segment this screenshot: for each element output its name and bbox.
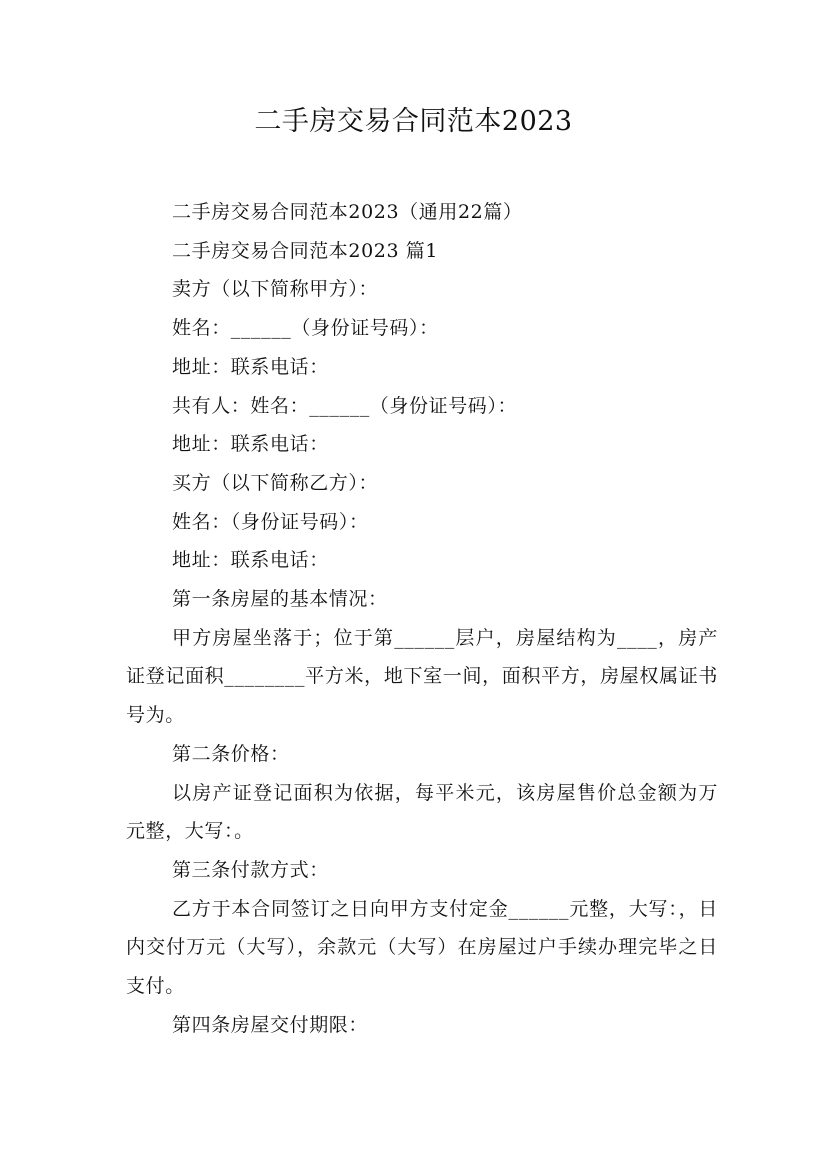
paragraph-seller-name: 姓名：______（身份证号码）：	[172, 317, 439, 340]
paragraph-article-1-heading: 第一条房屋的基本情况：	[172, 588, 388, 611]
paragraph-article-2-heading: 第二条价格：	[172, 742, 290, 765]
paragraph-article-4-heading: 第四条房屋交付期限：	[172, 1013, 369, 1036]
paragraph-buyer-address: 地址：联系电话：	[172, 549, 329, 572]
paragraph-buyer-name: 姓名：（身份证号码）：	[172, 510, 369, 533]
paragraph-seller-label: 卖方（以下简称甲方）：	[172, 278, 379, 301]
paragraph-buyer-label: 买方（以下简称乙方）：	[172, 471, 379, 494]
paragraph-seller-address: 地址：联系电话：	[172, 355, 329, 378]
document-title: 二手房交易合同范本2023	[254, 106, 573, 137]
paragraph-co-owner-address: 地址：联系电话：	[172, 433, 329, 456]
paragraph-contract-1-heading: 二手房交易合同范本2023 篇1	[172, 239, 439, 262]
paragraph-article-3-body: 乙方于本合同签订之日向甲方支付定金______元整，大写：，日内交付万元（大写），余款元（大写）在房屋过户手续办理完毕之日支付。	[126, 897, 718, 998]
paragraph-contract-collection-heading: 二手房交易合同范本2023（通用22篇）	[172, 201, 523, 223]
paragraph-article-1-body: 甲方房屋坐落于；位于第______层户，房屋结构为____，房产证登记面积________平方米，地下室一间，面积平方，房屋权属证书号为。	[126, 626, 718, 727]
paragraph-article-3-heading: 第三条付款方式：	[172, 858, 329, 881]
paragraph-co-owner-name: 共有人：姓名：______（身份证号码）：	[172, 394, 518, 417]
paragraph-article-2-body: 以房产证登记面积为依据，每平米元，该房屋售价总金额为万元整，大写：。	[126, 781, 718, 843]
document-body	[126, 193, 718, 1044]
